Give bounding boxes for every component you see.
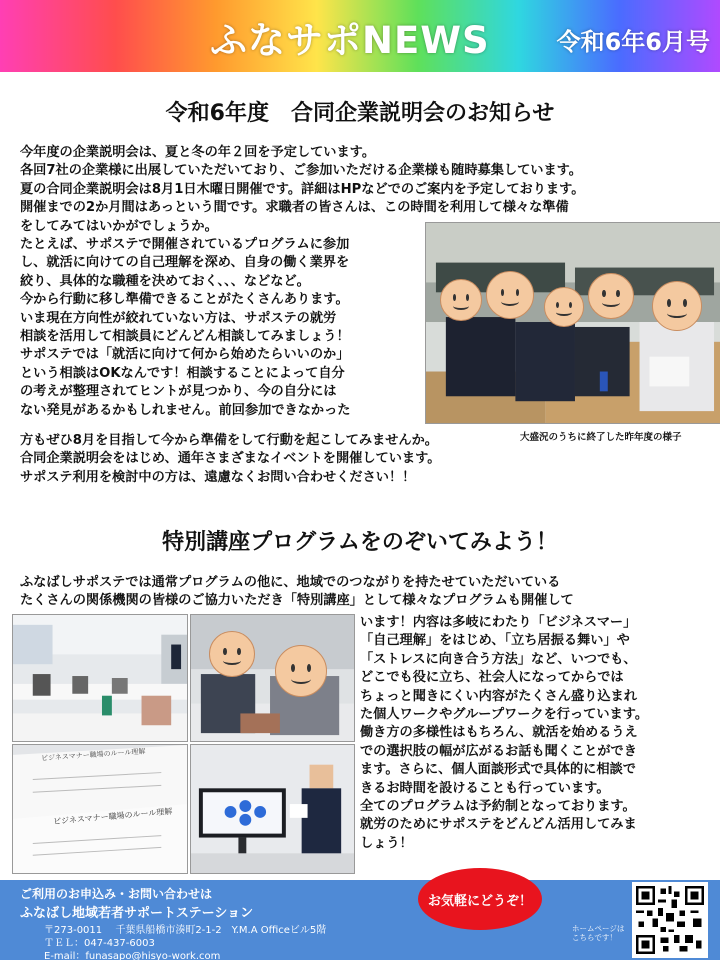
worksheet-photo — [12, 744, 188, 874]
privacy-face-sticker — [209, 631, 255, 677]
text-line: いま現在方向性が絞れていない方は、サポステの就労 — [20, 310, 337, 326]
section-title-special-courses: 特別講座プログラムをのぞいてみよう！ — [162, 530, 558, 555]
privacy-face-sticker — [544, 287, 584, 327]
worksheet-heading: ビジネスマナー職場のルール理解 — [52, 806, 173, 827]
text-line: たくさんの関係機関の皆様のご協力いただき「特別講座」として様々なプログラムも開催して — [20, 593, 574, 609]
issue-date: 令和6年6月号 — [556, 28, 710, 56]
qr-code-graphic — [636, 886, 704, 954]
privacy-face-sticker — [486, 271, 534, 319]
text-line: 「ストレスに向き合う方法」など、いつでも、 — [360, 651, 637, 667]
text-line: た個人ワークやグループワークを行っています。 — [360, 707, 649, 723]
participants-scene — [191, 615, 354, 741]
text-line: 開催までの2か月間はあっという間です。求職者の皆さんは、この時間を利用して様々な準備 — [20, 200, 569, 216]
text-line: たとえば、サポステで開催されているプログラムに参加 — [20, 237, 350, 252]
postal-address: 〒273-0011 千葉県船橋市湊町2-1-2 Y.M.A Officeビル5階 — [44, 925, 327, 936]
footer-inquiry-label: ご利用のお申込み・お問い合わせは — [20, 887, 213, 901]
presentation-photo — [190, 744, 355, 874]
text-line: ちょっと聞きにくい内容がたくさん盛り込まれ — [360, 688, 637, 704]
privacy-face-sticker — [440, 279, 482, 321]
qr-caption: ホームページは こちらです！ — [572, 924, 625, 942]
section1-wrap-text — [20, 236, 350, 420]
text-line: 今年度の企業説明会は、夏と冬の年２回を予定しています。 — [20, 145, 376, 160]
text-line: しょう！ — [360, 835, 413, 851]
text-line: の考えが整理されてヒントが見つかり、今の自分には — [20, 384, 337, 400]
text-line: 夏の合同企業説明会は8月1日木曜日開催です。詳細はHPなどでのご案内を予定しております。 — [20, 181, 585, 197]
text-line: 全てのプログラムは予約制となっております。 — [360, 799, 636, 815]
section1-closing — [20, 432, 440, 487]
text-line: をしてみてはいかがでしょうか。 — [20, 218, 218, 234]
text-line: います！内容は多岐にわたり「ビジネスマー」 — [360, 615, 637, 630]
classroom-photo — [12, 614, 188, 742]
text-line: し、就活に向けての自己理解を深め、自身の働く業界を — [20, 255, 350, 271]
photo-caption: 大盛況のうちに終了した昨年度の様子 — [520, 432, 682, 443]
text-line: ます。さらに、個人面談形式で具体的に相談で — [360, 762, 636, 778]
privacy-face-sticker — [588, 273, 634, 319]
phone-number: ＴＥＬ：047-437-6003 — [44, 938, 155, 949]
worksheet-heading: ビジネスマナー職場のルール理解 — [40, 747, 146, 763]
text-line: ふなばしサポステでは通常プログラムの他に、地域でのつながりを持たせていただいている — [20, 575, 561, 590]
section-title-job-fair: 令和6年度 合同企業説明会のお知らせ — [165, 101, 555, 126]
text-line: サポステでは「就活に向けて何から始めたらいいのか」 — [20, 347, 350, 363]
text-line: どこでも役に立ち、社会人になってからでは — [360, 670, 624, 686]
text-line: 合同企業説明会をはじめ、通年さまざまなイベントを開催しています。 — [20, 451, 441, 467]
job-fair-photo — [425, 222, 720, 424]
text-line: での選択肢の幅が広がるお話も聞くことができ — [360, 743, 637, 759]
footer-contact — [0, 880, 720, 960]
text-line: 方もぜひ8月を目指して今から準備をして行動を起こしてみませんか。 — [20, 433, 438, 448]
text-line: という相談はOKなんです！相談することによって自分 — [20, 365, 345, 381]
text-line: 今から行動に移し準備できることがたくさんあります。 — [20, 292, 349, 308]
text-line: 働き方の多様性はもちろん、就活を始めるうえ — [360, 725, 638, 741]
classroom-scene — [13, 615, 187, 741]
privacy-face-sticker — [652, 281, 702, 331]
welcome-badge: お気軽にどうぞ！ — [418, 868, 542, 930]
organization-name: ふなばし地域若者サポートステーション — [20, 906, 254, 921]
email-address: E-mail：funasapo@hisyo-work.com — [44, 951, 221, 960]
text-line: サポステ利用を検討中の方は、遠慮なくお問い合わせください！！ — [20, 469, 416, 485]
text-line: 絞り、具体的な職種を決めておく、、、などなど。 — [20, 273, 310, 289]
privacy-face-sticker — [275, 645, 327, 697]
presentation-scene — [191, 745, 354, 873]
participants-photo — [190, 614, 355, 742]
qr-code-icon[interactable] — [632, 882, 708, 958]
text-line: 「自己理解」をはじめ、「立ち居振る舞い」や — [360, 633, 630, 649]
section2-intro — [20, 574, 574, 611]
text-line: 各回7社の企業様に出展していただいており、ご参加いただける企業様も随時募集しています。 — [20, 163, 582, 179]
text-line: きるお時間を設けることも行っています。 — [360, 780, 610, 796]
section2-wrap-text — [360, 614, 648, 853]
header-banner — [0, 0, 720, 72]
text-line: 就労のためにサポステをどんどん活用してみま — [360, 817, 637, 833]
text-line: ない発見があるかもしれません。前回参加できなかった — [20, 402, 351, 418]
text-line: 相談を活用して相談員にどんどん相談してみましょう！ — [20, 329, 350, 345]
newsletter-title: ふなサポNEWS — [210, 19, 490, 62]
